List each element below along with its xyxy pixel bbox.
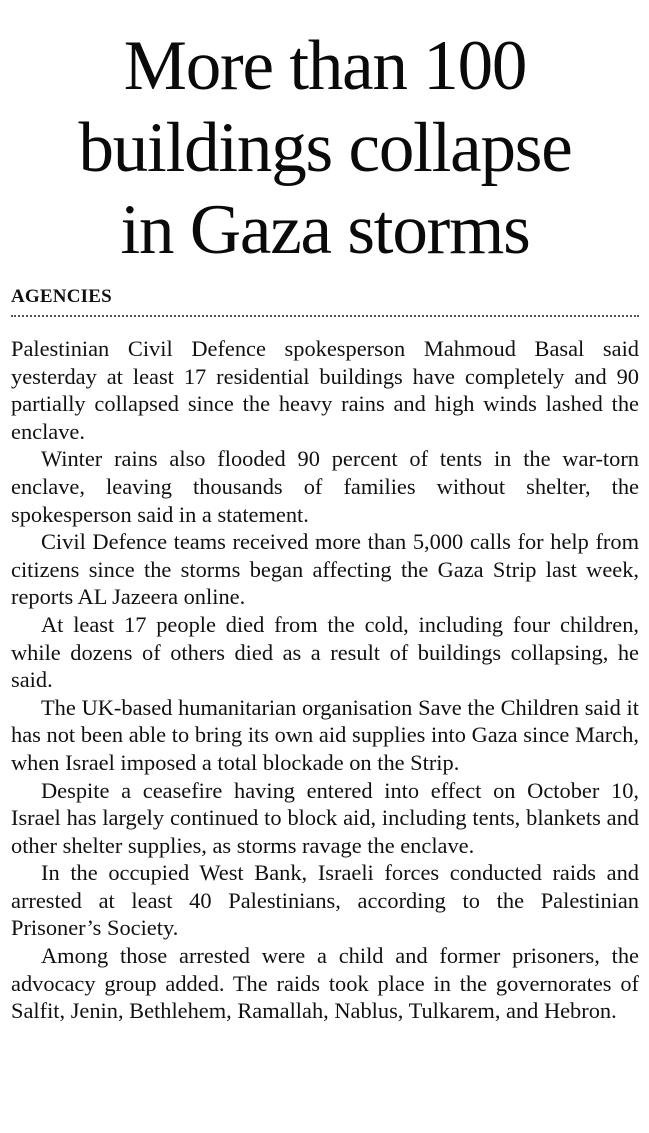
byline: AGENCIES xyxy=(11,286,112,307)
paragraph: The UK-based humanitarian organisation Save the Children said it has not been able to bring its own aid supplies into Gaza since March, when Israel imposed a total blockade on the Strip. xyxy=(11,694,639,775)
paragraph: At least 17 people died from the cold, including four children, while dozens of others died as a result of buildings collapsing, he said. xyxy=(11,611,639,693)
dotted-divider xyxy=(11,315,639,317)
paragraph: Despite a ceasefire having entered into effect on October 10, Israel has largely continued to block aid, including tents, blankets and other shelter supplies, as storms ravage the enclave. xyxy=(11,777,639,858)
headline-line: buildings collapse xyxy=(78,109,572,187)
paragraph: Palestinian Civil Defence spokesperson Mahmoud Basal said yesterday at least 17 residential buildings have completely and 90 partially collapsed since the heavy rains and high winds lashed the enclave. xyxy=(11,336,639,444)
headline-line: More than 100 xyxy=(123,27,527,105)
paragraph: In the occupied West Bank, Israeli forces conducted raids and arrested at least 40 Palestinians, according to the Palestinian Prisoner’s Society. xyxy=(11,860,639,941)
article-body xyxy=(11,335,639,1025)
paragraph: Civil Defence teams received more than 5,000 calls for help from citizens since the storms began affecting the Gaza Strip last week, reports AL Jazeera online. xyxy=(11,529,639,610)
paragraph: Among those arrested were a child and former prisoners, the advocacy group added. The raids took place in the governorates of Salfit, Jenin, Bethlehem, Ramallah, Nablus, Tulkarem, and Hebron. xyxy=(11,943,639,1024)
headline-line: in Gaza storms xyxy=(120,191,530,269)
headline xyxy=(11,25,639,271)
paragraph: Winter rains also flooded 90 percent of tents in the war-torn enclave, leaving thousands of families without shelter, the spokesperson said in a statement. xyxy=(11,446,639,527)
